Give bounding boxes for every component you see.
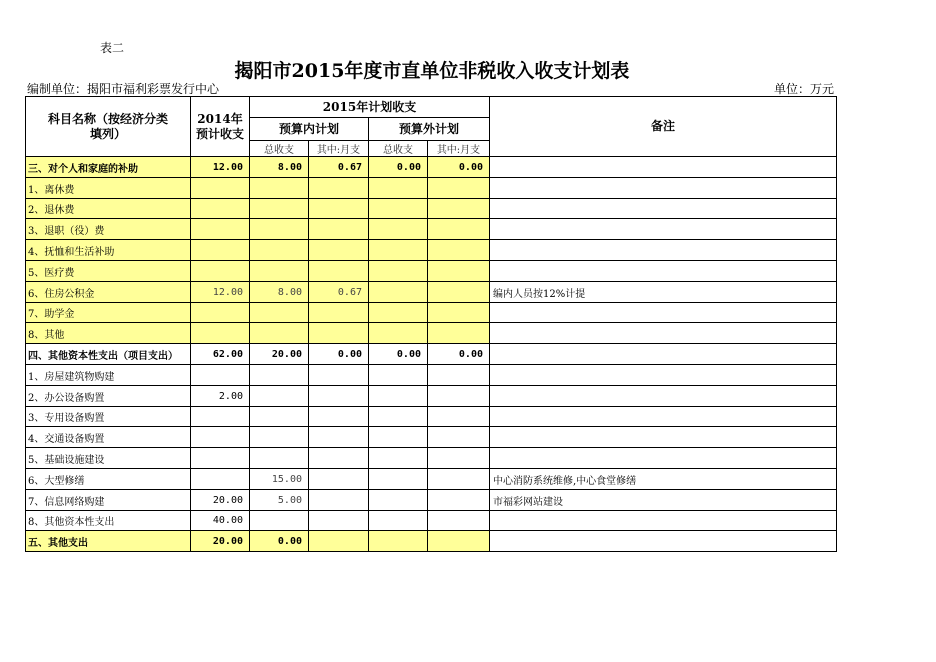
row-13-out-month — [427, 426, 490, 448]
row-16-name: 7、信息网络购建 — [25, 489, 191, 511]
row-6-note: 编内人员按12%计提 — [489, 281, 837, 303]
row-11-out-total — [368, 385, 428, 407]
row-1-in-total — [249, 177, 309, 199]
row-14-out-total — [368, 447, 428, 469]
row-0-out-total: 0.00 — [368, 156, 428, 178]
header-budget-in: 预算内计划 — [249, 117, 369, 141]
row-7-note — [489, 302, 837, 323]
row-13-out-total — [368, 426, 428, 448]
row-14-in-month — [308, 447, 369, 469]
row-6-out-month — [427, 281, 490, 303]
row-10-out-total — [368, 364, 428, 386]
header-subject-text: 科目名称（按经济分类填列） — [48, 111, 169, 141]
compiling-unit: 编制单位：揭阳市福利彩票发行中心 — [27, 82, 220, 96]
row-5-out-month — [427, 260, 490, 282]
row-7-name: 7、助学金 — [25, 302, 191, 323]
row-2-out-month — [427, 198, 490, 219]
row-14-out-month — [427, 447, 490, 469]
header-in-total: 总收支 — [249, 140, 309, 157]
row-13-prev — [190, 426, 250, 448]
row-1-name: 1、离休费 — [25, 177, 191, 199]
row-10-out-month — [427, 364, 490, 386]
row-4-out-month — [427, 239, 490, 261]
row-6-in-month: 0.67 — [308, 281, 369, 303]
row-9-in-month: 0.00 — [308, 343, 369, 365]
row-0-in-total: 8.00 — [249, 156, 309, 178]
row-0-in-month: 0.67 — [308, 156, 369, 178]
row-10-note — [489, 364, 837, 386]
row-14-in-total — [249, 447, 309, 469]
row-10-in-total — [249, 364, 309, 386]
row-0-prev: 12.00 — [190, 156, 250, 178]
row-8-note — [489, 322, 837, 344]
row-2-out-total — [368, 198, 428, 219]
row-3-out-total — [368, 218, 428, 240]
row-12-in-month — [308, 406, 369, 427]
row-16-prev: 20.00 — [190, 489, 250, 511]
row-10-in-month — [308, 364, 369, 386]
row-15-note: 中心消防系统维修,中心食堂修缮 — [489, 468, 837, 490]
row-4-prev — [190, 239, 250, 261]
header-in-monthly: 其中:月支 — [308, 140, 369, 157]
row-9-out-month: 0.00 — [427, 343, 490, 365]
row-7-out-total — [368, 302, 428, 323]
row-3-in-month — [308, 218, 369, 240]
row-15-in-total: 15.00 — [249, 468, 309, 490]
row-18-in-month — [308, 530, 369, 552]
row-2-prev — [190, 198, 250, 219]
header-budget-out: 预算外计划 — [368, 117, 490, 141]
row-15-out-total — [368, 468, 428, 490]
header-out-total: 总收支 — [368, 140, 428, 157]
row-0-name: 三、对个人和家庭的补助 — [25, 156, 191, 178]
row-3-in-total — [249, 218, 309, 240]
header-subject — [25, 96, 191, 157]
row-17-prev: 40.00 — [190, 510, 250, 531]
row-4-in-total — [249, 239, 309, 261]
row-4-name: 4、抚恤和生活补助 — [25, 239, 191, 261]
row-8-out-total — [368, 322, 428, 344]
row-12-in-total — [249, 406, 309, 427]
sheet-label: 表二 — [100, 41, 125, 55]
budget-table — [25, 96, 837, 550]
row-13-note — [489, 426, 837, 448]
row-15-in-month — [308, 468, 369, 490]
row-12-note — [489, 406, 837, 427]
row-13-name: 4、交通设备购置 — [25, 426, 191, 448]
row-1-prev — [190, 177, 250, 199]
row-7-in-month — [308, 302, 369, 323]
header-prev-year — [190, 96, 250, 157]
row-8-out-month — [427, 322, 490, 344]
row-13-in-total — [249, 426, 309, 448]
row-10-name: 1、房屋建筑物购建 — [25, 364, 191, 386]
row-6-in-total: 8.00 — [249, 281, 309, 303]
row-1-out-total — [368, 177, 428, 199]
row-12-name: 3、专用设备购置 — [25, 406, 191, 427]
row-4-in-month — [308, 239, 369, 261]
row-18-name: 五、其他支出 — [25, 530, 191, 552]
row-14-name: 5、基础设施建设 — [25, 447, 191, 469]
row-1-out-month — [427, 177, 490, 199]
row-5-out-total — [368, 260, 428, 282]
row-5-name: 5、医疗费 — [25, 260, 191, 282]
row-2-name: 2、退休费 — [25, 198, 191, 219]
row-18-out-month — [427, 530, 490, 552]
row-5-prev — [190, 260, 250, 282]
row-9-prev: 62.00 — [190, 343, 250, 365]
row-10-prev — [190, 364, 250, 386]
row-3-name: 3、退职（役）费 — [25, 218, 191, 240]
row-11-in-month — [308, 385, 369, 407]
row-16-in-total: 5.00 — [249, 489, 309, 511]
row-17-out-total — [368, 510, 428, 531]
row-17-name: 8、其他资本性支出 — [25, 510, 191, 531]
row-2-in-total — [249, 198, 309, 219]
row-4-out-total — [368, 239, 428, 261]
row-16-out-total — [368, 489, 428, 511]
row-7-in-total — [249, 302, 309, 323]
row-8-prev — [190, 322, 250, 344]
row-18-out-total — [368, 530, 428, 552]
row-12-prev — [190, 406, 250, 427]
row-0-out-month: 0.00 — [427, 156, 490, 178]
row-2-note — [489, 198, 837, 219]
row-16-note: 市福彩网站建设 — [489, 489, 837, 511]
row-5-note — [489, 260, 837, 282]
row-6-prev: 12.00 — [190, 281, 250, 303]
row-8-in-total — [249, 322, 309, 344]
row-18-in-total: 0.00 — [249, 530, 309, 552]
page-title: 揭阳市2015年度市直单位非税收入收支计划表 — [234, 60, 630, 82]
row-9-name: 四、其他资本性支出（项目支出） — [25, 343, 191, 365]
row-7-prev — [190, 302, 250, 323]
row-6-out-total — [368, 281, 428, 303]
row-8-name: 8、其他 — [25, 322, 191, 344]
row-8-in-month — [308, 322, 369, 344]
row-11-note — [489, 385, 837, 407]
row-18-prev: 20.00 — [190, 530, 250, 552]
row-12-out-total — [368, 406, 428, 427]
row-16-in-month — [308, 489, 369, 511]
row-1-note — [489, 177, 837, 199]
row-9-note — [489, 343, 837, 365]
row-3-out-month — [427, 218, 490, 240]
header-plan-2015: 2015年计划收支 — [249, 96, 490, 118]
row-14-note — [489, 447, 837, 469]
row-5-in-month — [308, 260, 369, 282]
row-11-in-total — [249, 385, 309, 407]
row-17-note — [489, 510, 837, 531]
row-14-prev — [190, 447, 250, 469]
row-11-name: 2、办公设备购置 — [25, 385, 191, 407]
row-11-prev: 2.00 — [190, 385, 250, 407]
row-12-out-month — [427, 406, 490, 427]
row-18-note — [489, 530, 837, 552]
row-11-out-month — [427, 385, 490, 407]
row-7-out-month — [427, 302, 490, 323]
row-0-note — [489, 156, 837, 178]
header-out-monthly: 其中:月支 — [427, 140, 490, 157]
row-4-note — [489, 239, 837, 261]
row-5-in-total — [249, 260, 309, 282]
row-15-prev — [190, 468, 250, 490]
currency-unit: 单位：万元 — [773, 82, 834, 96]
row-3-note — [489, 218, 837, 240]
row-16-out-month — [427, 489, 490, 511]
row-9-out-total: 0.00 — [368, 343, 428, 365]
row-2-in-month — [308, 198, 369, 219]
row-13-in-month — [308, 426, 369, 448]
row-1-in-month — [308, 177, 369, 199]
row-6-name: 6、住房公积金 — [25, 281, 191, 303]
row-17-out-month — [427, 510, 490, 531]
header-remarks: 备注 — [489, 96, 837, 157]
header-prev-year-text: 2014年预计收支 — [195, 111, 244, 141]
row-3-prev — [190, 218, 250, 240]
row-17-in-total — [249, 510, 309, 531]
row-15-name: 6、大型修缮 — [25, 468, 191, 490]
row-17-in-month — [308, 510, 369, 531]
row-9-in-total: 20.00 — [249, 343, 309, 365]
row-15-out-month — [427, 468, 490, 490]
